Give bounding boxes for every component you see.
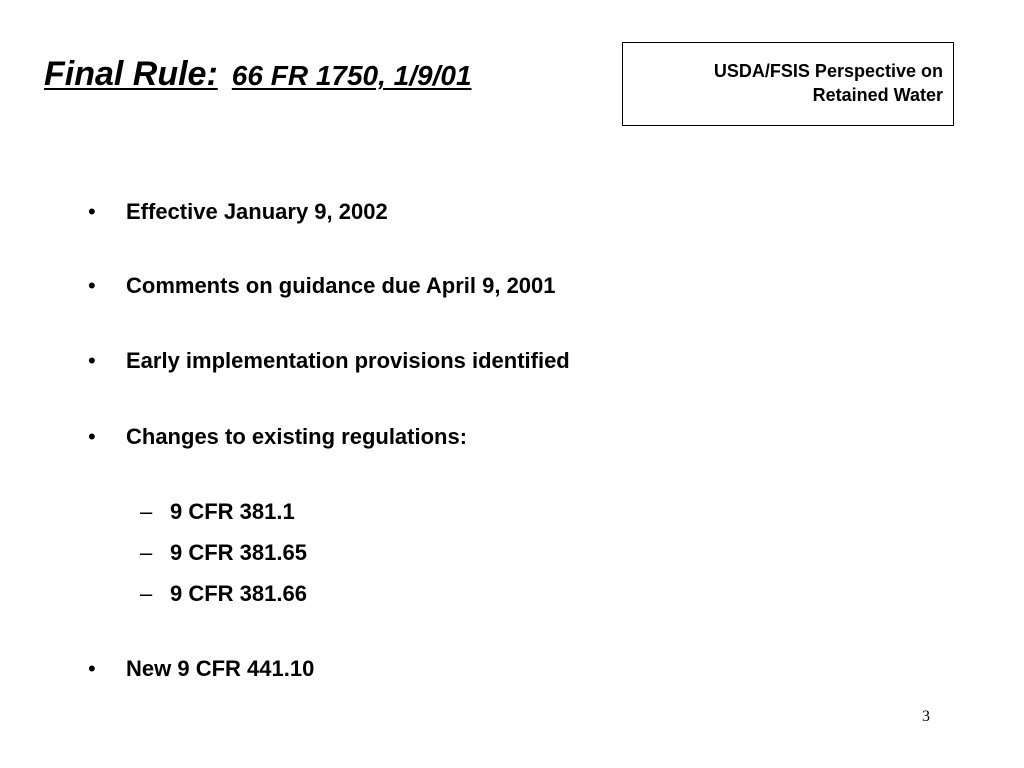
bullet-marker: •	[88, 348, 96, 373]
bullet-text: Early implementation provisions identified	[126, 348, 570, 373]
sub-list-item	[140, 580, 307, 608]
bullet-text: Changes to existing regulations:	[126, 424, 468, 449]
bullet-marker: •	[88, 656, 96, 681]
dash-marker: –	[140, 581, 153, 606]
bullet-text: Comments on guidance due April 9, 2001	[126, 273, 556, 298]
bullet-text: New 9 CFR 441.10	[126, 656, 315, 681]
sub-list-item	[140, 539, 307, 567]
bullet-marker: •	[88, 199, 96, 224]
bullet-marker: •	[88, 273, 96, 298]
bullet-text: Effective January 9, 2002	[126, 199, 388, 224]
header-topic-line-2: Retained Water	[812, 85, 943, 105]
list-item	[88, 347, 570, 375]
bullet-marker: •	[88, 424, 96, 449]
list-item	[88, 198, 388, 226]
list-item	[88, 655, 315, 683]
list-item	[88, 423, 468, 451]
dash-marker: –	[140, 540, 153, 565]
page-number: 3	[922, 708, 930, 725]
slide-title-main: Final Rule:	[44, 55, 218, 93]
slide-title-citation: 66 FR 1750, 1/9/01	[231, 60, 472, 91]
sub-bullet-text: 9 CFR 381.66	[170, 581, 307, 606]
sub-bullet-text: 9 CFR 381.65	[170, 540, 307, 565]
list-item	[88, 272, 556, 300]
header-topic-line-1: USDA/FSIS Perspective on	[713, 61, 943, 81]
sub-bullet-text: 9 CFR 381.1	[170, 499, 295, 524]
dash-marker: –	[140, 499, 153, 524]
sub-list-item	[140, 498, 295, 526]
